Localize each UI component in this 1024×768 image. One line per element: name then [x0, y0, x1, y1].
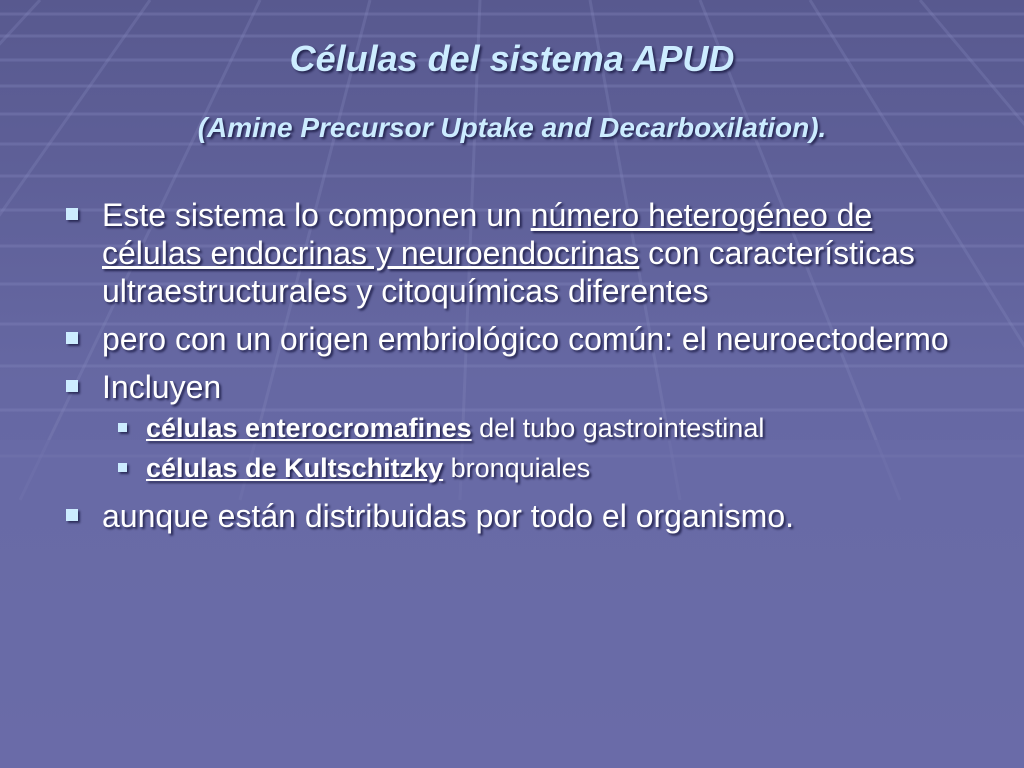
sub-bullet-text: del tubo gastrointestinal [471, 413, 765, 443]
bullet-text: aunque están distribuidas por todo el organismo. [102, 498, 794, 534]
bullet-text: Incluyen [102, 369, 222, 405]
bullet-item [60, 320, 960, 358]
bullet-underlined-text: número heterogéneo de células endocrinas y neuroendocrinas [102, 197, 873, 271]
sub-bullet-emphasis: células enterocromafines [146, 413, 472, 443]
sub-bullet-emphasis: células de Kultschitzky [146, 453, 444, 483]
bullet-text: pero con un origen embriológico común: el neuroectodermo [102, 321, 949, 357]
bullet-list [60, 196, 960, 545]
bullet-item [60, 368, 960, 406]
bullet-item [60, 497, 960, 535]
bullet-text: Este sistema lo componen un [102, 197, 531, 233]
bullet-text: con características ultraestructurales y citoquímicas diferentes [102, 235, 915, 309]
bullet-item [60, 196, 960, 310]
sub-bullet-item [60, 410, 960, 447]
square-bullet-icon [66, 380, 78, 392]
square-bullet-icon [66, 332, 78, 344]
slide-subtitle: (Amine Precursor Uptake and Decarboxilation). [197, 112, 827, 143]
square-bullet-icon [118, 463, 127, 472]
square-bullet-icon [118, 423, 127, 432]
sub-bullet-item [60, 450, 960, 487]
square-bullet-icon [66, 509, 78, 521]
sub-bullet-text: bronquiales [443, 453, 591, 483]
slide-title: Células del sistema APUD [289, 38, 735, 79]
square-bullet-icon [66, 208, 78, 220]
